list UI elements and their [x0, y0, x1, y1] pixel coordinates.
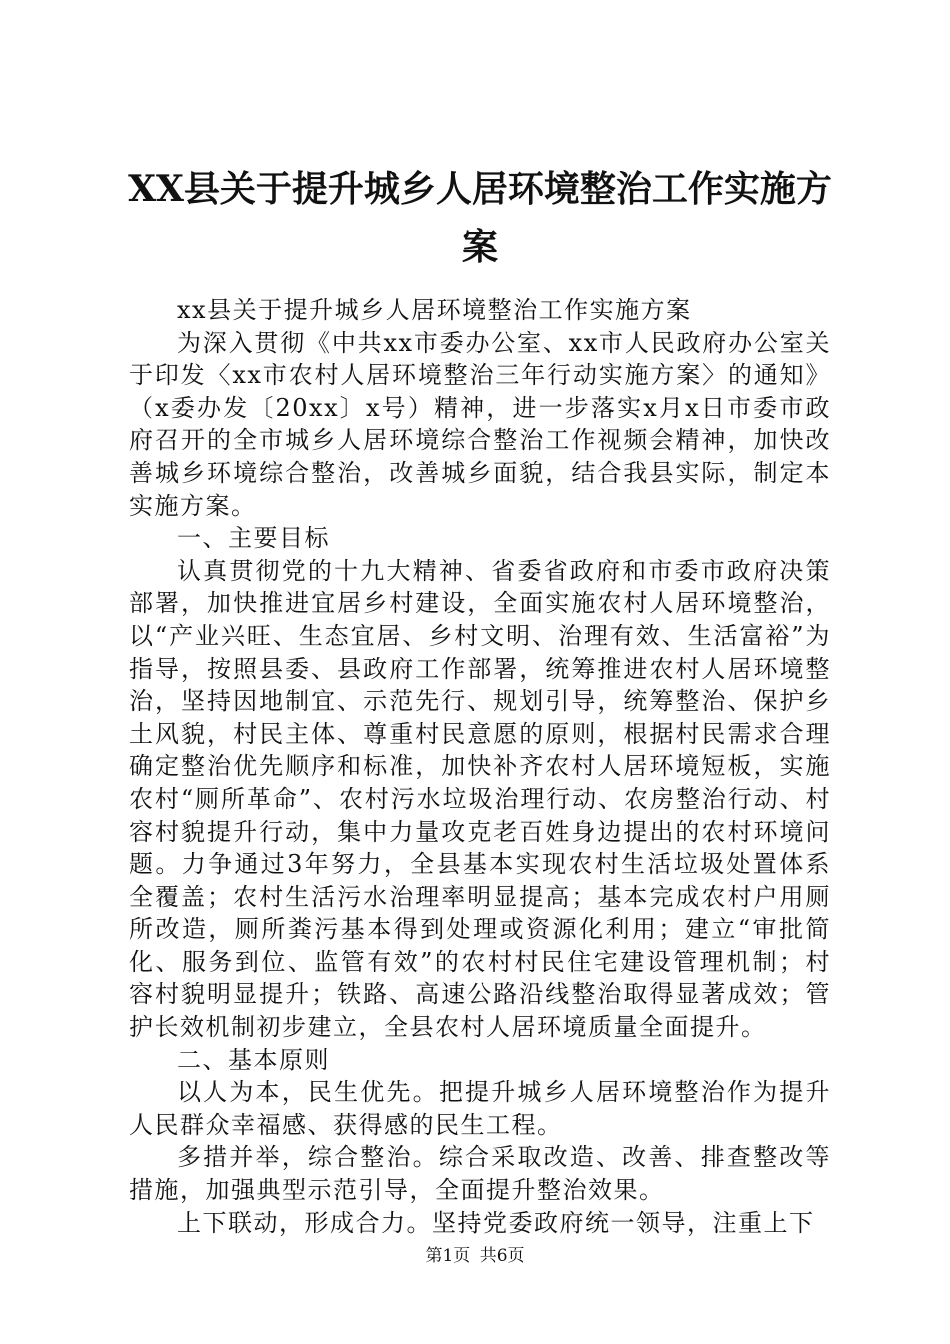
paragraph-main-goals: 认真贯彻党的十九大精神、省委省政府和市委市政府决策部署，加快推进宜居乡村建设，全面实施农村人居环境整治，以“产业兴旺、生态宜居、乡村文明、治理有效、生活富裕”为指导，按照县委、县政府工作部署，统筹推进农村人居环境整治，坚持因地制宜、示范先行、规划引导，统筹整治、保护乡土风貌，村民主体、尊重村民意愿的原则，根据村民需求合理确定整治优先顺序和标准，加快补齐农村人居环境短板，实施农村“厕所革命”、农村污水垃圾治理行动、农房整治行动、村容村貌提升行动，集中力量攻克老百姓身边提出的农村环境问题。力争通过3年努力，全县基本实现农村生活垃圾处置体系全覆盖；农村生活污水治理率明显提高；基本完成农村户用厕所改造，厕所粪污基本得到处理或资源化利用；建立“审批简化、服务到位、监管有效”的农村村民住宅建设管理机制；村容村貌明显提升；铁路、高速公路沿线整治取得显著成效；管护长效机制初步建立，全县农村人居环境质量全面提升。 [129, 556, 831, 1042]
paragraph-principle-multi-measures: 多措并举，综合整治。综合采取改造、改善、排查整改等措施，加强典型示范引导，全面提升整治效果。 [129, 1143, 831, 1205]
page-footer [0, 1245, 950, 1267]
paragraph-principle-linkage: 上下联动，形成合力。坚持党委政府统一领导，注重上下 [177, 1208, 815, 1237]
section-heading-basic-principles: 二、基本原则 [177, 1045, 330, 1074]
section-heading-main-goals: 一、主要目标 [177, 524, 330, 553]
paragraph-preface: 为深入贯彻《中共xx市委办公室、xx市人民政府办公室关于印发〈xx市农村人居环境整治三年行动实施方案〉的通知》（x委办发〔20xx〕x号）精神，进一步落实x月x日市委市政府召开的全市城乡人居环境综合整治工作视频会精神，加快改善城乡环境综合整治，改善城乡面貌，结合我县实际，制定本实施方案。 [129, 328, 831, 520]
page-title: XX县关于提升城乡人居环境整治工作实施方案 [128, 168, 832, 268]
page-number: 第1页 [425, 1246, 471, 1266]
document-body [129, 294, 831, 1239]
page-total: 共6页 [479, 1246, 525, 1266]
paragraph-principle-people-first: 以人为本，民生优先。把提升城乡人居环境整治作为提升人民群众幸福感、获得感的民生工程。 [129, 1078, 831, 1139]
paragraph-doc-name: xx县关于提升城乡人居环境整治工作实施方案 [177, 296, 692, 324]
